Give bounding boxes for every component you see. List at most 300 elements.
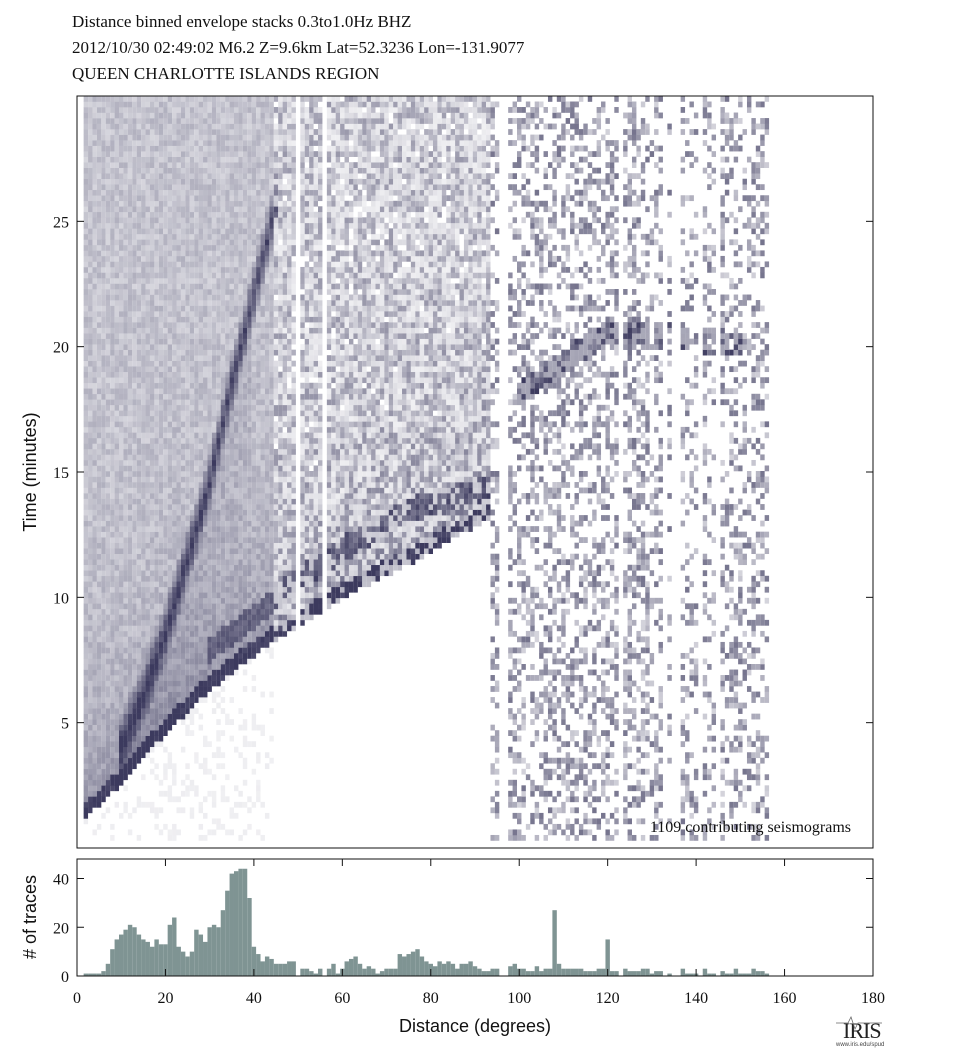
heatmap-cell bbox=[101, 394, 105, 400]
heatmap-cell bbox=[216, 124, 220, 130]
heatmap-cell bbox=[119, 284, 123, 290]
heatmap-cell bbox=[137, 212, 141, 218]
heatmap-cell bbox=[106, 311, 110, 317]
heatmap-cell bbox=[128, 377, 132, 383]
heatmap-cell bbox=[132, 107, 136, 113]
heatmap-cell bbox=[97, 824, 101, 830]
heatmap-cell bbox=[194, 438, 198, 444]
heatmap-cell bbox=[92, 471, 96, 477]
heatmap-cell bbox=[123, 686, 127, 692]
heatmap-cell bbox=[190, 217, 194, 223]
heatmap-cell bbox=[84, 96, 88, 102]
heatmap-cell bbox=[92, 642, 96, 648]
heatmap-cell bbox=[123, 306, 127, 312]
heatmap-cell bbox=[141, 532, 145, 538]
heatmap-cell bbox=[194, 140, 198, 146]
heatmap-cell bbox=[168, 703, 172, 709]
heatmap-cell bbox=[238, 289, 242, 295]
heatmap-cell bbox=[194, 559, 198, 565]
heatmap-cell bbox=[137, 151, 141, 157]
heatmap-cell bbox=[115, 625, 119, 631]
heatmap-cell bbox=[230, 565, 234, 571]
heatmap-cell bbox=[97, 499, 101, 505]
heatmap-cell bbox=[199, 157, 203, 163]
heatmap-cell bbox=[225, 421, 229, 427]
heatmap-cell bbox=[172, 471, 176, 477]
heatmap-cell bbox=[177, 113, 181, 119]
heatmap-cell bbox=[199, 725, 203, 731]
heatmap-cell bbox=[230, 493, 234, 499]
heatmap-cell bbox=[92, 245, 96, 251]
heatmap-cell bbox=[247, 482, 251, 488]
heatmap-cell bbox=[163, 714, 167, 720]
heatmap-cell bbox=[146, 151, 150, 157]
heatmap-cell bbox=[141, 416, 145, 422]
heatmap-cell bbox=[88, 592, 92, 598]
heatmap-cell bbox=[194, 647, 198, 653]
heatmap-cell bbox=[163, 609, 167, 615]
heatmap-cell bbox=[190, 113, 194, 119]
heatmap-cell bbox=[97, 747, 101, 753]
heatmap-cell bbox=[256, 223, 260, 229]
heatmap-panel bbox=[20, 96, 873, 848]
heatmap-cell bbox=[221, 195, 225, 201]
heatmap-cell bbox=[212, 587, 216, 593]
heatmap-cell bbox=[234, 465, 238, 471]
heatmap-cell bbox=[137, 521, 141, 527]
heatmap-cell bbox=[238, 300, 242, 306]
heatmap-cell bbox=[243, 157, 247, 163]
heatmap-cell bbox=[261, 190, 265, 196]
heatmap-cell bbox=[230, 636, 234, 642]
heatmap-cell bbox=[154, 493, 158, 499]
heatmap-cell bbox=[247, 96, 251, 102]
heatmap-cell bbox=[163, 388, 167, 394]
heatmap-cell bbox=[119, 521, 123, 527]
heatmap-cell bbox=[123, 427, 127, 433]
heatmap-cell bbox=[106, 543, 110, 549]
heatmap-cell bbox=[132, 554, 136, 560]
heatmap-cell bbox=[172, 311, 176, 317]
heatmap-cell bbox=[115, 559, 119, 565]
heatmap-cell bbox=[216, 146, 220, 152]
heatmap-cell bbox=[154, 515, 158, 521]
heatmap-cell bbox=[146, 427, 150, 433]
heatmap-cell bbox=[243, 377, 247, 383]
heatmap-cell bbox=[212, 333, 216, 339]
heatmap-cell bbox=[137, 620, 141, 626]
heatmap-cell bbox=[123, 559, 127, 565]
heatmap-cell bbox=[123, 256, 127, 262]
heatmap-cell bbox=[163, 366, 167, 372]
heatmap-cell bbox=[115, 140, 119, 146]
heatmap-cell bbox=[101, 438, 105, 444]
heatmap-cell bbox=[88, 763, 92, 769]
heatmap-cell bbox=[172, 201, 176, 207]
heatmap-cell bbox=[88, 493, 92, 499]
heatmap-cell bbox=[141, 113, 145, 119]
heatmap-cell bbox=[199, 625, 203, 631]
heatmap-cell bbox=[84, 267, 88, 273]
heatmap-cell bbox=[97, 532, 101, 538]
heatmap-cell bbox=[234, 802, 238, 808]
heatmap-cell bbox=[101, 135, 105, 141]
heatmap-cell bbox=[238, 295, 242, 301]
heatmap-cell bbox=[168, 173, 172, 179]
heatmap-cell bbox=[88, 157, 92, 163]
heatmap-cell bbox=[92, 206, 96, 212]
heatmap-cell bbox=[92, 355, 96, 361]
heatmap-cell bbox=[265, 477, 269, 483]
heatmap-cell bbox=[216, 344, 220, 350]
heatmap-cell bbox=[123, 289, 127, 295]
heatmap-cell bbox=[225, 559, 229, 565]
heatmap-cell bbox=[115, 576, 119, 582]
heatmap-cell bbox=[177, 460, 181, 466]
heatmap-cell bbox=[238, 195, 242, 201]
heatmap-cell bbox=[168, 796, 172, 802]
heatmap-cell bbox=[128, 471, 132, 477]
heatmap-cell bbox=[238, 267, 242, 273]
heatmap-cell bbox=[128, 708, 132, 714]
heatmap-cell bbox=[212, 499, 216, 505]
heatmap-cell bbox=[88, 96, 92, 102]
heatmap-cell bbox=[256, 620, 260, 626]
heatmap-cell bbox=[252, 620, 256, 626]
heatmap-cell bbox=[88, 785, 92, 791]
heatmap-cell bbox=[163, 559, 167, 565]
heatmap-cell bbox=[88, 714, 92, 720]
heatmap-cell bbox=[115, 388, 119, 394]
heatmap-cell bbox=[190, 146, 194, 152]
heatmap-cell bbox=[150, 377, 154, 383]
heatmap-cell bbox=[97, 317, 101, 323]
heatmap-cell bbox=[84, 609, 88, 615]
heatmap-cell bbox=[110, 427, 114, 433]
heatmap-cell bbox=[181, 554, 185, 560]
heatmap-cell bbox=[203, 157, 207, 163]
heatmap-cell bbox=[243, 532, 247, 538]
heatmap-cell bbox=[247, 168, 251, 174]
heatmap-cell bbox=[150, 664, 154, 670]
heatmap-cell bbox=[199, 824, 203, 830]
heatmap-cell bbox=[123, 763, 127, 769]
heatmap-cell bbox=[252, 576, 256, 582]
heatmap-cell bbox=[106, 438, 110, 444]
heatmap-cell bbox=[265, 432, 269, 438]
heatmap-cell bbox=[225, 339, 229, 345]
heatmap-cell bbox=[207, 179, 211, 185]
heatmap-cell bbox=[261, 488, 265, 494]
heatmap-cell bbox=[172, 620, 176, 626]
heatmap-cell bbox=[97, 372, 101, 378]
heatmap-cell bbox=[84, 416, 88, 422]
heatmap-cell bbox=[238, 465, 242, 471]
heatmap-cell bbox=[265, 510, 269, 516]
heatmap-cell bbox=[181, 719, 185, 725]
heatmap-cell bbox=[159, 714, 163, 720]
heatmap-cell bbox=[92, 477, 96, 483]
heatmap-cell bbox=[137, 609, 141, 615]
heatmap-cell bbox=[163, 245, 167, 251]
heatmap-cell bbox=[137, 692, 141, 698]
heatmap-cell bbox=[159, 284, 163, 290]
heatmap-cell bbox=[261, 267, 265, 273]
heatmap-cell bbox=[154, 526, 158, 532]
heatmap-cell bbox=[159, 410, 163, 416]
heatmap-cell bbox=[146, 405, 150, 411]
heatmap-cell bbox=[154, 129, 158, 135]
heatmap-cell bbox=[132, 261, 136, 267]
heatmap-cell bbox=[203, 107, 207, 113]
heatmap-cell bbox=[110, 206, 114, 212]
heatmap-cell bbox=[163, 465, 167, 471]
heatmap-cell bbox=[159, 322, 163, 328]
heatmap-cell bbox=[181, 482, 185, 488]
heatmap-cell bbox=[177, 217, 181, 223]
heatmap-cell bbox=[256, 499, 260, 505]
heatmap-cell bbox=[177, 449, 181, 455]
heatmap-cell bbox=[154, 664, 158, 670]
heatmap-cell bbox=[168, 234, 172, 240]
heatmap-cell bbox=[190, 521, 194, 527]
heatmap-cell bbox=[159, 725, 163, 731]
heatmap-cell bbox=[238, 272, 242, 278]
heatmap-cell bbox=[221, 151, 225, 157]
heatmap-cell bbox=[106, 421, 110, 427]
heatmap-cell bbox=[106, 272, 110, 278]
heatmap-cell bbox=[84, 405, 88, 411]
heatmap-cell bbox=[172, 686, 176, 692]
heatmap-cell bbox=[216, 526, 220, 532]
heatmap-cell bbox=[190, 449, 194, 455]
heatmap-cell bbox=[199, 256, 203, 262]
heatmap-cell bbox=[159, 609, 163, 615]
heatmap-cell bbox=[159, 548, 163, 554]
heatmap-cell bbox=[234, 471, 238, 477]
heatmap-cell bbox=[115, 135, 119, 141]
heatmap-cell bbox=[137, 328, 141, 334]
heatmap-cell bbox=[88, 796, 92, 802]
heatmap-cell bbox=[115, 168, 119, 174]
heatmap-cell bbox=[194, 692, 198, 698]
heatmap-cell bbox=[199, 636, 203, 642]
heatmap-cell bbox=[256, 587, 260, 593]
heatmap-cell bbox=[132, 438, 136, 444]
heatmap-cell bbox=[190, 592, 194, 598]
heatmap-cell bbox=[163, 647, 167, 653]
heatmap-cell bbox=[177, 454, 181, 460]
heatmap-cell bbox=[177, 697, 181, 703]
heatmap-cell bbox=[243, 581, 247, 587]
heatmap-cell bbox=[199, 543, 203, 549]
heatmap-cell bbox=[128, 443, 132, 449]
heatmap-cell bbox=[238, 278, 242, 284]
heatmap-cell bbox=[230, 377, 234, 383]
heatmap-cell bbox=[150, 256, 154, 262]
heatmap-cell bbox=[177, 162, 181, 168]
heatmap-cell bbox=[194, 421, 198, 427]
heatmap-cell bbox=[225, 526, 229, 532]
heatmap-cell bbox=[159, 245, 163, 251]
heatmap-cell bbox=[159, 620, 163, 626]
heatmap-cell bbox=[119, 510, 123, 516]
heatmap-cell bbox=[110, 267, 114, 273]
heatmap-cell bbox=[101, 515, 105, 521]
heatmap-cell bbox=[115, 206, 119, 212]
heatmap-cell bbox=[119, 703, 123, 709]
heatmap-cell bbox=[97, 791, 101, 797]
heatmap-cell bbox=[256, 245, 260, 251]
heatmap-cell bbox=[97, 620, 101, 626]
heatmap-cell bbox=[221, 272, 225, 278]
heatmap-cell bbox=[146, 438, 150, 444]
heatmap-cell bbox=[230, 736, 234, 742]
heatmap-cell bbox=[88, 631, 92, 637]
heatmap-cell bbox=[190, 537, 194, 543]
heatmap-cell bbox=[132, 488, 136, 494]
heatmap-cell bbox=[234, 228, 238, 234]
heatmap-cell bbox=[181, 256, 185, 262]
heatmap-cell bbox=[84, 217, 88, 223]
heatmap-cell bbox=[154, 102, 158, 108]
heatmap-cell bbox=[92, 328, 96, 334]
heatmap-cell bbox=[252, 625, 256, 631]
heatmap-cell bbox=[172, 394, 176, 400]
heatmap-cell bbox=[110, 272, 114, 278]
heatmap-cell bbox=[177, 234, 181, 240]
heatmap-cell bbox=[216, 576, 220, 582]
heatmap-cell bbox=[159, 736, 163, 742]
heatmap-cell bbox=[106, 250, 110, 256]
heatmap-cell bbox=[159, 118, 163, 124]
heatmap-cell bbox=[247, 146, 251, 152]
heatmap-cell bbox=[146, 647, 150, 653]
heatmap-cell bbox=[181, 592, 185, 598]
heatmap-cell bbox=[181, 493, 185, 499]
heatmap-cell bbox=[84, 769, 88, 775]
heatmap-cell bbox=[203, 195, 207, 201]
heatmap-cell bbox=[115, 499, 119, 505]
heatmap-cell bbox=[92, 741, 96, 747]
heatmap-cell bbox=[225, 438, 229, 444]
heatmap-cell bbox=[238, 471, 242, 477]
heatmap-cell bbox=[168, 261, 172, 267]
heatmap-cell bbox=[84, 614, 88, 620]
heatmap-cell bbox=[190, 714, 194, 720]
heatmap-cell bbox=[97, 107, 101, 113]
heatmap-cell bbox=[141, 675, 145, 681]
heatmap-cell bbox=[225, 366, 229, 372]
heatmap-cell bbox=[181, 129, 185, 135]
heatmap-cell bbox=[172, 102, 176, 108]
heatmap-cell bbox=[238, 190, 242, 196]
heatmap-cell bbox=[194, 96, 198, 102]
heatmap-cell bbox=[92, 96, 96, 102]
heatmap-cell bbox=[110, 311, 114, 317]
heatmap-cell bbox=[172, 548, 176, 554]
heatmap-cell bbox=[146, 245, 150, 251]
heatmap-cell bbox=[141, 477, 145, 483]
heatmap-cell bbox=[137, 416, 141, 422]
heatmap-cell bbox=[177, 570, 181, 576]
heatmap-cell bbox=[92, 697, 96, 703]
heatmap-cell bbox=[252, 399, 256, 405]
heatmap-cell bbox=[181, 146, 185, 152]
heatmap-cell bbox=[106, 454, 110, 460]
heatmap-cell bbox=[243, 829, 247, 835]
heatmap-cell bbox=[110, 686, 114, 692]
heatmap-cell bbox=[137, 317, 141, 323]
heatmap-cell bbox=[106, 190, 110, 196]
heatmap-cell bbox=[163, 537, 167, 543]
heatmap-cell bbox=[177, 807, 181, 813]
heatmap-cell bbox=[181, 598, 185, 604]
heatmap-cell bbox=[97, 162, 101, 168]
heatmap-cell bbox=[247, 554, 251, 560]
heatmap-cell bbox=[159, 427, 163, 433]
heatmap-cell bbox=[106, 184, 110, 190]
heatmap-cell bbox=[256, 284, 260, 290]
heatmap-cell bbox=[172, 769, 176, 775]
heatmap-cell bbox=[119, 576, 123, 582]
heatmap-cell bbox=[225, 344, 229, 350]
heatmap-cell bbox=[106, 339, 110, 345]
heatmap-cell bbox=[225, 107, 229, 113]
heatmap-cell bbox=[261, 272, 265, 278]
heatmap-cell bbox=[243, 322, 247, 328]
heatmap-cell bbox=[185, 416, 189, 422]
heatmap-cell bbox=[146, 642, 150, 648]
heatmap-cell bbox=[88, 449, 92, 455]
heatmap-cell bbox=[181, 636, 185, 642]
heatmap-cell bbox=[168, 102, 172, 108]
heatmap-cell bbox=[203, 432, 207, 438]
heatmap-cell bbox=[225, 432, 229, 438]
heatmap-cell bbox=[101, 245, 105, 251]
heatmap-cell bbox=[265, 482, 269, 488]
heatmap-cell bbox=[221, 763, 225, 769]
heatmap-cell bbox=[190, 570, 194, 576]
heatmap-cell bbox=[88, 532, 92, 538]
heatmap-cell bbox=[106, 554, 110, 560]
heatmap-cell bbox=[256, 366, 260, 372]
heatmap-cell bbox=[172, 416, 176, 422]
heatmap-cell bbox=[238, 350, 242, 356]
heatmap-cell bbox=[177, 311, 181, 317]
heatmap-cell bbox=[154, 96, 158, 102]
heatmap-cell bbox=[252, 366, 256, 372]
heatmap-cell bbox=[92, 543, 96, 549]
heatmap-cell bbox=[256, 785, 260, 791]
heatmap-cell bbox=[101, 284, 105, 290]
heatmap-cell bbox=[128, 614, 132, 620]
heatmap-cell bbox=[225, 377, 229, 383]
heatmap-cell bbox=[194, 482, 198, 488]
heatmap-cell bbox=[154, 377, 158, 383]
heatmap-cell bbox=[190, 228, 194, 234]
heatmap-cell bbox=[243, 526, 247, 532]
heatmap-cell bbox=[123, 416, 127, 422]
heatmap-cell bbox=[177, 355, 181, 361]
heatmap-cell bbox=[256, 217, 260, 223]
heatmap-cell bbox=[106, 576, 110, 582]
heatmap-cell bbox=[92, 829, 96, 835]
heatmap-cell bbox=[243, 598, 247, 604]
heatmap-cell bbox=[238, 118, 242, 124]
heatmap-cell bbox=[243, 609, 247, 615]
heatmap-cell bbox=[123, 526, 127, 532]
